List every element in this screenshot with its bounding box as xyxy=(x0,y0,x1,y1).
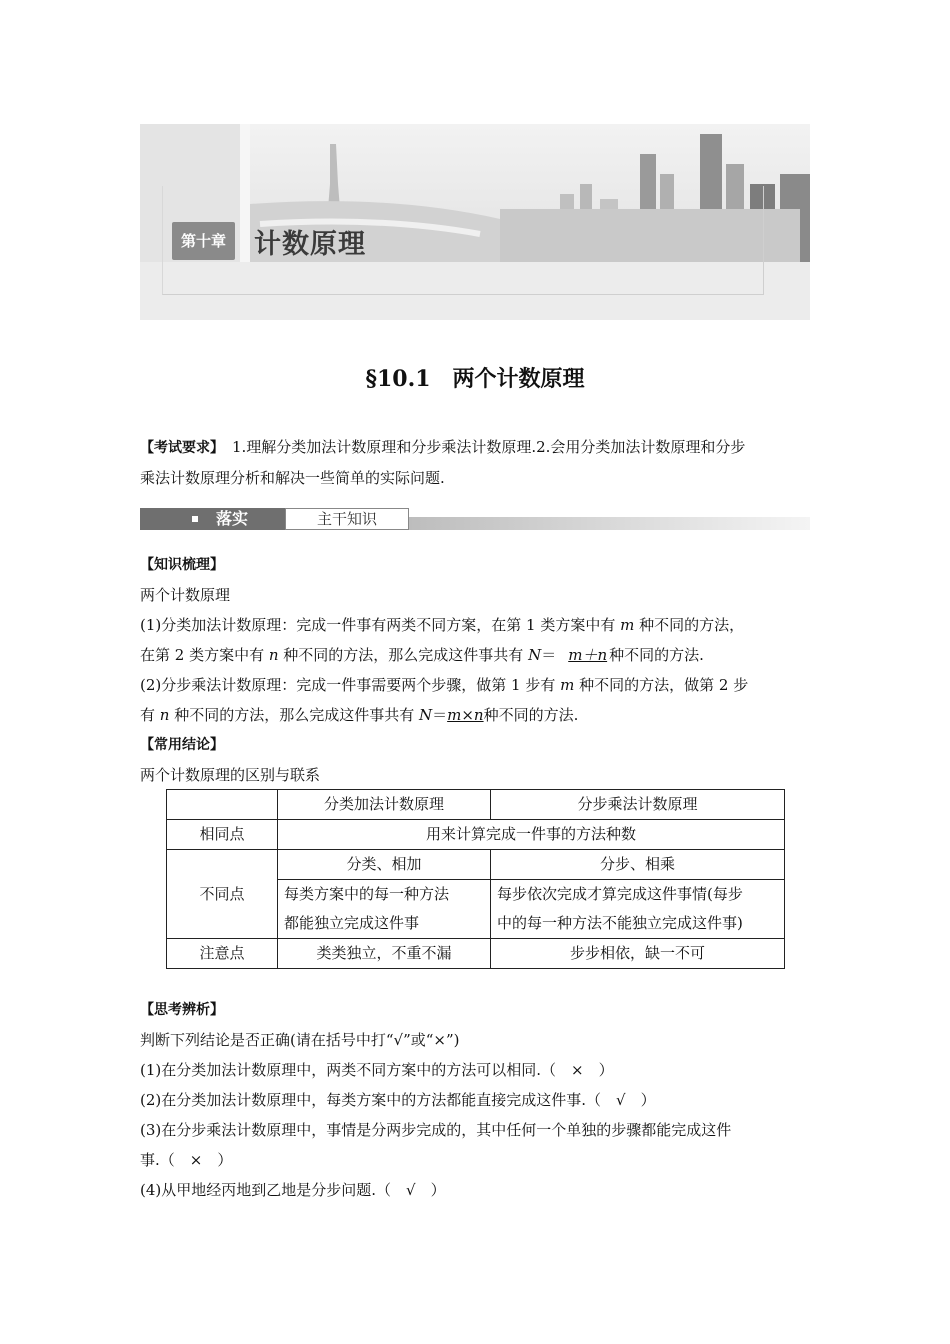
note-label: 注意点 xyxy=(167,939,278,969)
answer-blank-2: m×n xyxy=(447,706,484,724)
principle-2-line2: 有 n 种不同的方法，那么完成这件事共有 N＝m×n种不同的方法. xyxy=(140,706,579,724)
question-2: (2)在分类加法计数原理中，每类方案中的方法都能直接完成这件事.（ √ ） xyxy=(140,1091,656,1109)
exam-req-line1: 1.理解分类加法计数原理和分步乘法计数原理.2.会用分类加法计数原理和分步 xyxy=(232,438,746,456)
table-header-addition: 分类加法计数原理 xyxy=(278,790,491,820)
question-3-line1: (3)在分步乘法计数原理中，事情是分两步完成的，其中任何一个单独的步骤都能完成这件 xyxy=(140,1121,732,1139)
table-row xyxy=(167,850,785,880)
same-value: 用来计算完成一件事的方法种数 xyxy=(278,820,785,850)
section-bar xyxy=(140,506,810,532)
think-section xyxy=(140,995,820,1205)
knowledge-heading: 两个计数原理 xyxy=(140,586,231,604)
diff-label: 不同点 xyxy=(167,850,278,939)
knowledge-section xyxy=(140,550,820,790)
exam-req-label: 【考试要求】 xyxy=(140,440,224,456)
table-row xyxy=(167,820,785,850)
section-bar-fade xyxy=(409,517,810,530)
diff-addition-2: 每类方案中的每一种方法 都能独立完成这件事 xyxy=(278,880,491,939)
diff-multiplication-1: 分步、相乘 xyxy=(491,850,785,880)
table-header-multiplication: 分步乘法计数原理 xyxy=(491,790,785,820)
chapter-banner xyxy=(140,124,810,320)
section-bar-dark xyxy=(140,508,285,530)
same-label: 相同点 xyxy=(167,820,278,850)
question-1: (1)在分类加法计数原理中，两类不同方案中的方法可以相同.（ × ） xyxy=(140,1061,614,1079)
answer-blank-1: m＋n xyxy=(568,646,608,664)
section-title: §10.1 两个计数原理 xyxy=(365,366,585,392)
diff-addition-1: 分类、相加 xyxy=(278,850,491,880)
banner-frame xyxy=(162,186,764,295)
note-multiplication: 步步相依，缺一不可 xyxy=(491,939,785,969)
question-3-line2: 事.（ × ） xyxy=(140,1151,233,1169)
diff-multiplication-2: 每步依次完成才算完成这件事情(每步 中的每一种方法不能独立完成这件事) xyxy=(491,880,785,939)
section-bar-light-label: 主干知识 xyxy=(285,508,409,530)
table-row xyxy=(167,939,785,969)
exam-req-line2: 乘法计数原理分析和解决一些简单的实际问题. xyxy=(140,469,445,487)
principle-2-line1: (2)分步乘法计数原理：完成一件事需要两个步骤，做第 1 步有 m 种不同的方法，做第 2 步 xyxy=(140,676,749,694)
table-row xyxy=(167,790,785,820)
chapter-tag: 第十章 xyxy=(172,222,235,260)
knowledge-label: 【知识梳理】 xyxy=(140,557,224,573)
think-label: 【思考辨析】 xyxy=(140,1002,224,1018)
think-intro: 判断下列结论是否正确(请在括号中打“√”或“×”) xyxy=(140,1031,460,1049)
question-4: (4)从甲地经丙地到乙地是分步问题.（ √ ） xyxy=(140,1181,446,1199)
exam-requirements xyxy=(140,432,820,493)
square-bullet-icon xyxy=(192,516,198,522)
common-heading: 两个计数原理的区别与联系 xyxy=(140,766,321,784)
note-addition: 类类独立，不重不漏 xyxy=(278,939,491,969)
section-bar-dark-label: 落实 xyxy=(216,509,249,528)
principle-1-line2: 在第 2 类方案中有 n 种不同的方法，那么完成这件事共有 N＝ m＋n 种不同的方法. xyxy=(140,646,704,664)
chapter-title: 计数原理 xyxy=(254,229,366,260)
common-label: 【常用结论】 xyxy=(140,737,224,753)
principle-1-line1: (1)分类加法计数原理：完成一件事有两类不同方案，在第 1 类方案中有 m 种不同的方法， xyxy=(140,616,745,634)
comparison-table xyxy=(166,789,785,969)
